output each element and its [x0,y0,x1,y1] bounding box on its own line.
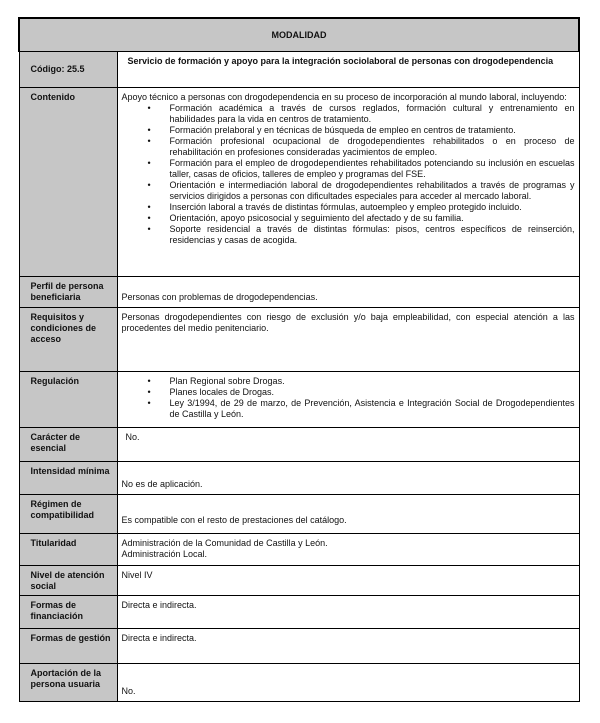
regulacion-list [122,376,575,420]
financiacion-value: Directa e indirecta. [117,596,579,629]
requisitos-label: Requisitos y condiciones de acceso [19,308,117,372]
perfil-row [19,277,579,308]
list-item: • Plan Regional sobre Drogas. [147,376,285,386]
contenido-row [19,88,579,277]
codigo-label: Código: 25.5 [19,52,117,88]
aportacion-label: Aportación de la persona usuaria [19,664,117,702]
list-item: • Formación académica a través de cursos reglados, formación cultural y entrenamiento en habilidades para la vida en centros de tratamiento. [147,103,575,124]
regimen-label: Régimen de compatibilidad [19,495,117,534]
service-title: Servicio de formación y apoyo para la integración sociolaboral de personas con drogodependencia [117,52,579,88]
contenido-list [122,103,575,246]
perfil-label: Perfil de persona beneficiaria [19,277,117,308]
codigo-row [19,52,579,88]
caracter-row [19,428,579,462]
regimen-row [19,495,579,534]
requisitos-value: Personas drogodependientes con riesgo de exclusión y/o baja empleabilidad, con especial atención a las procedentes del medio penitenciario. [117,308,579,372]
intensidad-row [19,462,579,495]
nivel-value: Nivel IV [117,566,579,596]
perfil-value: Personas con problemas de drogodependencias. [117,277,579,308]
nivel-row [19,566,579,596]
header-row [19,18,579,52]
caracter-label: Carácter de esencial [19,428,117,462]
regulacion-row [19,372,579,428]
list-item: • Planes locales de Drogas. [147,387,275,397]
financiacion-label: Formas de financiación [19,596,117,629]
gestion-value: Directa e indirecta. [117,629,579,664]
modalidad-table [18,17,580,702]
contenido-intro: Apoyo técnico a personas con drogodependencia en su proceso de incorporación al mundo laboral, incluyendo: [121,92,567,102]
list-item: • Orientación e intermediación laboral de drogodependientes rehabilitados a través de programas y servicios dirigidos a personas con dificultades especiales para acceder al mercado laboral. [147,180,575,201]
table-title: MODALIDAD [19,18,579,52]
requisitos-row [19,308,579,372]
gestion-label: Formas de gestión [19,629,117,664]
list-item: • Soporte residencial a través de distintas fórmulas: pisos, centros específicos de reinserción, residencias y casas de acogida. [147,224,575,245]
titularidad-value [117,534,579,566]
contenido-label: Contenido [19,88,117,277]
regimen-value: Es compatible con el resto de prestaciones del catálogo. [117,495,579,534]
intensidad-label: Intensidad mínima [19,462,117,495]
list-item: • Ley 3/1994, de 29 de marzo, de Prevención, Asistencia e Integración Social de Drogodependientes de Castilla y León. [147,398,575,419]
financiacion-row [19,596,579,629]
regulacion-label: Regulación [19,372,117,428]
nivel-label: Nivel de atención social [19,566,117,596]
caracter-value: No. [117,428,579,462]
list-item: • Inserción laboral a través de distintas fórmulas, autoempleo y empleo protegido incluido. [147,202,522,212]
gestion-row [19,629,579,664]
aportacion-row [19,664,579,702]
aportacion-value: No. [117,664,579,702]
titularidad-row [19,534,579,566]
contenido-value [117,88,579,277]
list-item: • Formación profesional ocupacional de drogodependientes rehabilitados o en proceso de rehabilitación en profesiones consideradas yacimientos de empleo. [147,136,575,157]
list-item: • Orientación, apoyo psicosocial y seguimiento del afectado y de su familia. [147,213,464,223]
list-item: • Formación prelaboral y en técnicas de búsqueda de empleo en centros de tratamiento. [147,125,516,135]
regulacion-value [117,372,579,428]
titularidad-label: Titularidad [19,534,117,566]
list-item: • Formación para el empleo de drogodependientes rehabilitados potenciando su inclusión en escuelas taller, casas de oficios, talleres de empleo y programas del FSE. [147,158,575,179]
titularidad-line-2: Administración Local. [121,549,208,559]
titularidad-line-1: Administración de la Comunidad de Castilla y León. [121,538,328,548]
intensidad-value: No es de aplicación. [117,462,579,495]
